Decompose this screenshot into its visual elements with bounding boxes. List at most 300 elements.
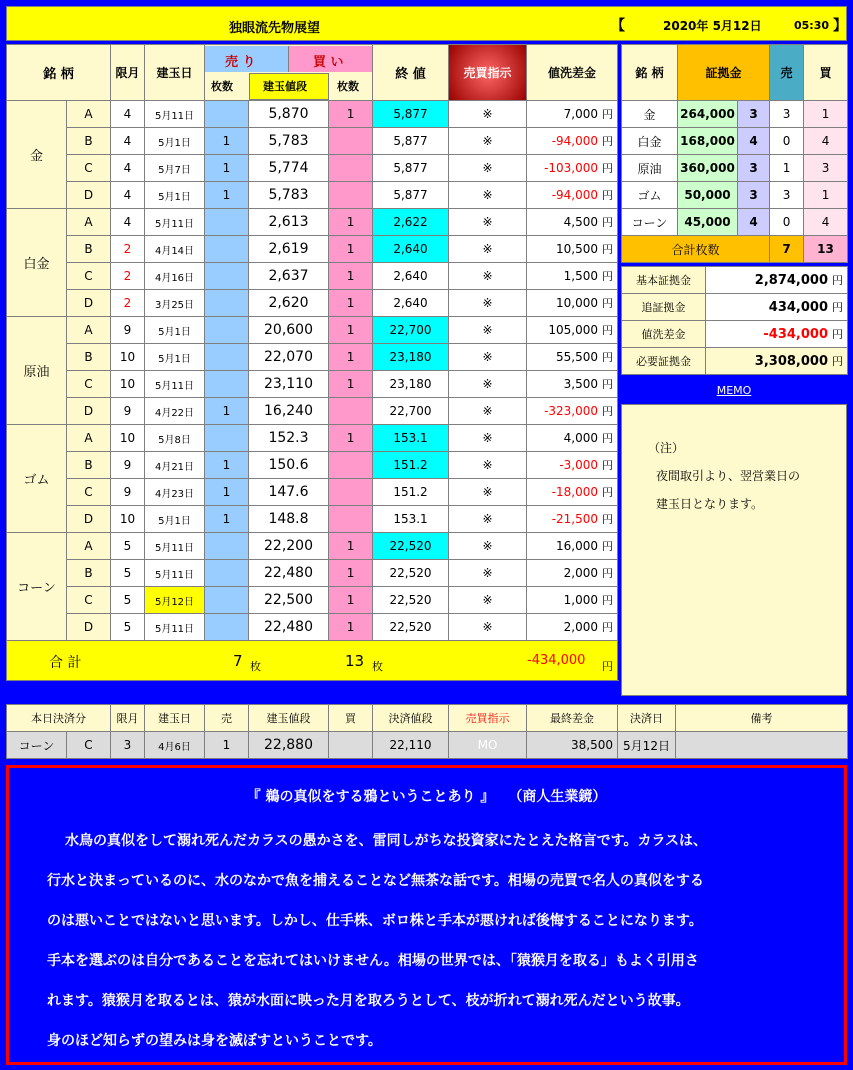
row-month: 5 [111,587,145,614]
row-buy: 1 [329,587,373,614]
margin-sell: 3 [770,101,804,128]
margin-count: 4 [738,209,770,236]
row-diff-cell [527,290,618,317]
row-close: 2,622 [373,209,449,236]
row-month: 4 [111,182,145,209]
row-mark: ※ [449,479,527,506]
row-price: 5,783 [249,128,329,155]
settlement-row [7,732,848,759]
row-yen: 円 [602,216,614,229]
settlement-cell: 3 [111,732,145,759]
summary-yen: 円 [832,328,843,341]
row-buy: 1 [329,317,373,344]
row-month: 4 [111,209,145,236]
row-diff: 55,500 [556,350,599,364]
totals-label: 合 計 [49,654,82,671]
totals-sell-unit: 枚 [250,659,261,673]
row-sell [205,290,249,317]
row-date: 5月11日 [145,371,205,398]
row-diff-cell [527,317,618,344]
row-diff: -3,000 [559,458,599,472]
row-date: 4月23日 [145,479,205,506]
row-price: 2,637 [249,263,329,290]
summary-label: 追証拠金 [622,294,706,321]
summary-row [622,294,848,321]
row-buy: 1 [329,263,373,290]
summary-yen: 円 [832,355,843,368]
row-price: 22,500 [249,587,329,614]
row-close: 2,640 [373,263,449,290]
row-label: A [67,317,111,344]
margin-amount: 168,000 [678,128,738,155]
settlement-header-cell: 建玉日 [145,705,205,732]
row-buy: 1 [329,614,373,641]
memo-panel [621,378,847,696]
row-sell: 1 [205,452,249,479]
position-row [7,560,618,587]
row-diff-cell [527,209,618,236]
row-sell: 1 [205,155,249,182]
row-date: 5月11日 [145,533,205,560]
margin-name: ゴム [622,182,678,209]
row-yen: 円 [602,243,614,256]
settlement-header-cell: 本日決済分 [7,705,111,732]
margin-count: 3 [738,182,770,209]
memo-link[interactable]: MEMO [716,384,752,397]
row-price: 2,620 [249,290,329,317]
margin-buy: 4 [804,209,848,236]
summary-value: -434,000 [763,327,828,342]
quote-line: のは悪いことではないと思います。しかし、仕手株、ボロ株と手本が悪ければ後悔することになります。 [47,913,703,929]
row-month: 9 [111,452,145,479]
row-sell [205,236,249,263]
row-label: C [67,263,111,290]
row-sell: 1 [205,398,249,425]
settlement-cell: 1 [205,732,249,759]
margin-amount: 45,000 [678,209,738,236]
row-sell [205,101,249,128]
row-diff-cell [527,533,618,560]
col-uri-kai-group [205,45,373,101]
position-row [7,290,618,317]
row-month: 2 [111,236,145,263]
title-bar [6,6,847,41]
row-buy [329,398,373,425]
row-yen: 円 [602,324,614,337]
row-buy [329,479,373,506]
margin-total-buy: 13 [804,236,848,263]
row-mark: ※ [449,101,527,128]
row-sell: 1 [205,128,249,155]
row-date: 5月11日 [145,614,205,641]
row-sell [205,209,249,236]
row-diff: -94,000 [551,134,599,148]
row-mark: ※ [449,371,527,398]
col-uri: 売 り [225,54,256,70]
row-price: 22,200 [249,533,329,560]
row-price: 20,600 [249,317,329,344]
row-date: 5月8日 [145,425,205,452]
bracket-open: 【 [611,18,625,34]
row-month: 9 [111,479,145,506]
margin-buy: 4 [804,128,848,155]
row-diff: 16,000 [556,539,599,553]
row-diff: -323,000 [544,404,599,418]
summary-label: 基本証拠金 [622,267,706,294]
margin-row [622,155,848,182]
row-month: 2 [111,290,145,317]
row-yen: 円 [602,162,614,175]
positions-table [6,44,618,681]
summary-value-cell [706,294,848,321]
settlement-cell: 4月6日 [145,732,205,759]
row-buy: 1 [329,371,373,398]
col-maisu-left: 枚数 [211,79,233,93]
row-diff-cell [527,587,618,614]
commodity-name: 金 [7,101,67,209]
row-buy: 1 [329,236,373,263]
summary-row [622,321,848,348]
row-month: 5 [111,533,145,560]
row-label: A [67,209,111,236]
margin-name: コーン [622,209,678,236]
position-row [7,101,618,128]
position-row [7,128,618,155]
margin-row [622,182,848,209]
row-close: 22,520 [373,587,449,614]
margin-count: 3 [738,155,770,182]
row-month: 10 [111,371,145,398]
row-label: B [67,560,111,587]
row-mark: ※ [449,587,527,614]
quote-line: れます。猿猴月を取るとは、猿が水面に映った月を取ろうとして、枝が折れて溺れ死んだという故事。 [47,993,690,1009]
row-label: C [67,371,111,398]
row-close: 5,877 [373,182,449,209]
summary-label: 値洗差金 [622,321,706,348]
row-yen: 円 [602,378,614,391]
row-label: A [67,425,111,452]
col-gengetsu: 限月 [111,45,145,101]
row-yen: 円 [602,405,614,418]
position-row [7,506,618,533]
row-diff-cell [527,371,618,398]
settlement-cell: 5月12日 [618,732,676,759]
margin-total-row [622,236,848,263]
row-buy: 1 [329,101,373,128]
row-date: 5月11日 [145,101,205,128]
row-sell: 1 [205,182,249,209]
memo-line-3: 建玉日となります。 [656,497,764,511]
position-row [7,344,618,371]
memo-box [621,404,847,696]
margin-total-label: 合計枚数 [622,236,770,263]
col-baibai: 売買指示 [449,45,527,101]
margin-amount: 50,000 [678,182,738,209]
settlement-cell: MO [449,732,527,759]
row-date: 5月12日 [145,587,205,614]
summary-label: 必要証拠金 [622,348,706,375]
margin-col-uri: 売 [770,45,804,101]
summary-yen: 円 [832,274,843,287]
row-diff: 4,000 [563,431,599,445]
page-title: 独眼流先物展望 [229,21,321,36]
row-diff: 2,000 [563,620,599,634]
settlement-cell [329,732,373,759]
bracket-close: 】 [833,18,847,34]
summary-value-cell [706,348,848,375]
margin-row [622,128,848,155]
row-close: 153.1 [373,506,449,533]
row-yen: 円 [602,270,614,283]
row-sell: 1 [205,506,249,533]
row-diff-cell [527,425,618,452]
row-label: D [67,182,111,209]
row-close: 22,700 [373,317,449,344]
row-label: B [67,344,111,371]
row-mark: ※ [449,452,527,479]
margin-row [622,209,848,236]
row-close: 22,520 [373,533,449,560]
row-diff: 4,500 [563,215,599,229]
row-date: 5月1日 [145,506,205,533]
row-yen: 円 [602,189,614,202]
row-buy [329,155,373,182]
row-date: 5月1日 [145,317,205,344]
row-mark: ※ [449,614,527,641]
summary-row [622,348,848,375]
row-mark: ※ [449,155,527,182]
row-mark: ※ [449,209,527,236]
position-row [7,587,618,614]
row-label: A [67,533,111,560]
row-label: A [67,101,111,128]
row-sell: 1 [205,479,249,506]
row-price: 22,480 [249,560,329,587]
totals-diff: -434,000 [527,652,586,668]
settlement-header-cell: 売買指示 [449,705,527,732]
position-row [7,398,618,425]
row-date: 4月21日 [145,452,205,479]
row-close: 151.2 [373,479,449,506]
commodity-name: 原油 [7,317,67,425]
row-mark: ※ [449,290,527,317]
header-date: 2020年 5月12日 [663,19,762,33]
settlement-header-cell: 決済値段 [373,705,449,732]
margin-amount: 264,000 [678,101,738,128]
col-maisu-right: 枚数 [337,79,359,93]
summary-value: 3,308,000 [754,354,828,369]
quote-box [6,765,847,1065]
row-price: 2,619 [249,236,329,263]
position-row [7,371,618,398]
settlement-cell: 22,880 [249,732,329,759]
row-diff: 7,000 [563,107,599,121]
row-close: 23,180 [373,371,449,398]
row-sell [205,344,249,371]
totals-buy-unit: 枚 [372,659,383,673]
summary-value: 2,874,000 [754,273,828,288]
row-diff: -94,000 [551,188,599,202]
row-label: D [67,398,111,425]
row-date: 4月22日 [145,398,205,425]
row-month: 4 [111,155,145,182]
summary-yen: 円 [832,301,843,314]
row-close: 5,877 [373,155,449,182]
settlement-cell: C [67,732,111,759]
margin-table [621,44,848,263]
row-mark: ※ [449,128,527,155]
row-diff-cell [527,182,618,209]
settlement-cell: 22,110 [373,732,449,759]
row-close: 22,700 [373,398,449,425]
commodity-name: ゴム [7,425,67,533]
commodity-name: コーン [7,533,67,641]
col-meigara: 銘 柄 [7,45,111,101]
row-diff: 3,500 [563,377,599,391]
position-row [7,533,618,560]
row-price: 5,783 [249,182,329,209]
row-yen: 円 [602,432,614,445]
margin-buy: 1 [804,101,848,128]
row-label: C [67,479,111,506]
row-buy: 1 [329,344,373,371]
row-month: 4 [111,128,145,155]
settlement-cell [676,732,848,759]
row-yen: 円 [602,540,614,553]
row-diff: 10,500 [556,242,599,256]
row-mark: ※ [449,506,527,533]
position-row [7,425,618,452]
header-time: 05:30 [794,19,830,32]
row-label: B [67,128,111,155]
row-date: 5月7日 [145,155,205,182]
row-mark: ※ [449,263,527,290]
row-buy: 1 [329,290,373,317]
row-month: 9 [111,317,145,344]
col-tatene: 建玉値段 [263,79,307,93]
row-price: 2,613 [249,209,329,236]
row-yen: 円 [602,594,614,607]
row-label: B [67,236,111,263]
margin-name: 原油 [622,155,678,182]
row-diff: 2,000 [563,566,599,580]
row-buy: 1 [329,209,373,236]
row-label: D [67,290,111,317]
row-label: C [67,587,111,614]
row-date: 5月1日 [145,344,205,371]
row-date: 5月1日 [145,182,205,209]
settlement-header-row [7,705,848,732]
quote-line: 身のほど知らずの望みは身を滅ぼすということです。 [47,1033,382,1049]
row-date: 5月11日 [145,560,205,587]
row-diff-cell [527,344,618,371]
row-price: 152.3 [249,425,329,452]
row-month: 9 [111,398,145,425]
position-row [7,452,618,479]
row-sell [205,317,249,344]
row-label: B [67,452,111,479]
row-date: 4月14日 [145,236,205,263]
settlement-header-cell: 決済日 [618,705,676,732]
row-diff: -18,000 [551,485,599,499]
position-row [7,317,618,344]
quote-title: 『 鵜の真似をする鴉ということあり 』 （商人生業鏡） [246,789,607,805]
row-yen: 円 [602,351,614,364]
row-diff-cell [527,236,618,263]
row-price: 5,870 [249,101,329,128]
row-sell [205,533,249,560]
totals-buy-count: 13 [345,651,365,670]
row-close: 151.2 [373,452,449,479]
row-close: 5,877 [373,128,449,155]
margin-sell: 3 [770,182,804,209]
summary-value: 434,000 [768,300,828,315]
summary-value-cell [706,321,848,348]
settlement-header-cell: 売 [205,705,249,732]
row-diff-cell [527,128,618,155]
row-close: 2,640 [373,290,449,317]
row-close: 22,520 [373,614,449,641]
col-neara: 値洗差金 [527,45,618,101]
margin-count: 3 [738,101,770,128]
position-row [7,236,618,263]
row-date: 5月11日 [145,209,205,236]
settlement-header-cell: 備考 [676,705,848,732]
memo-line-2: 夜間取引より、翌営業日の [656,469,801,483]
row-diff: -21,500 [551,512,599,526]
row-yen: 円 [602,486,614,499]
row-yen: 円 [602,297,614,310]
row-sell [205,560,249,587]
row-date: 4月16日 [145,263,205,290]
quote-line: 行水と決まっているのに、水のなかで魚を捕えることなど無茶な話です。相場の売買で名人の真似をする [47,873,704,889]
row-buy [329,182,373,209]
summary-row [622,267,848,294]
position-row [7,182,618,209]
row-diff: 10,000 [556,296,599,310]
margin-name: 金 [622,101,678,128]
col-kai: 買 い [313,54,344,70]
quote-line: 手本を選ぶのは自分であることを忘れてはいけません。相場の世界では、「猿猴月を取る」もよく引用さ [47,953,699,969]
row-diff: 105,000 [548,323,599,337]
row-price: 148.8 [249,506,329,533]
row-close: 153.1 [373,425,449,452]
position-row [7,209,618,236]
commodity-name: 白金 [7,209,67,317]
row-buy: 1 [329,425,373,452]
margin-col-meigara: 銘 柄 [622,45,678,101]
row-mark: ※ [449,236,527,263]
totals-sell-count: 7 [233,651,243,670]
row-month: 5 [111,560,145,587]
settlement-header-cell: 限月 [111,705,145,732]
row-month: 2 [111,263,145,290]
margin-sell: 1 [770,155,804,182]
row-sell [205,587,249,614]
row-sell [205,263,249,290]
row-month: 10 [111,506,145,533]
row-sell [205,614,249,641]
row-yen: 円 [602,513,614,526]
row-diff-cell [527,452,618,479]
row-buy [329,128,373,155]
memo-line-1: （注） [648,441,685,455]
row-price: 22,480 [249,614,329,641]
margin-name: 白金 [622,128,678,155]
row-diff-cell [527,263,618,290]
row-diff-cell [527,479,618,506]
position-row [7,155,618,182]
